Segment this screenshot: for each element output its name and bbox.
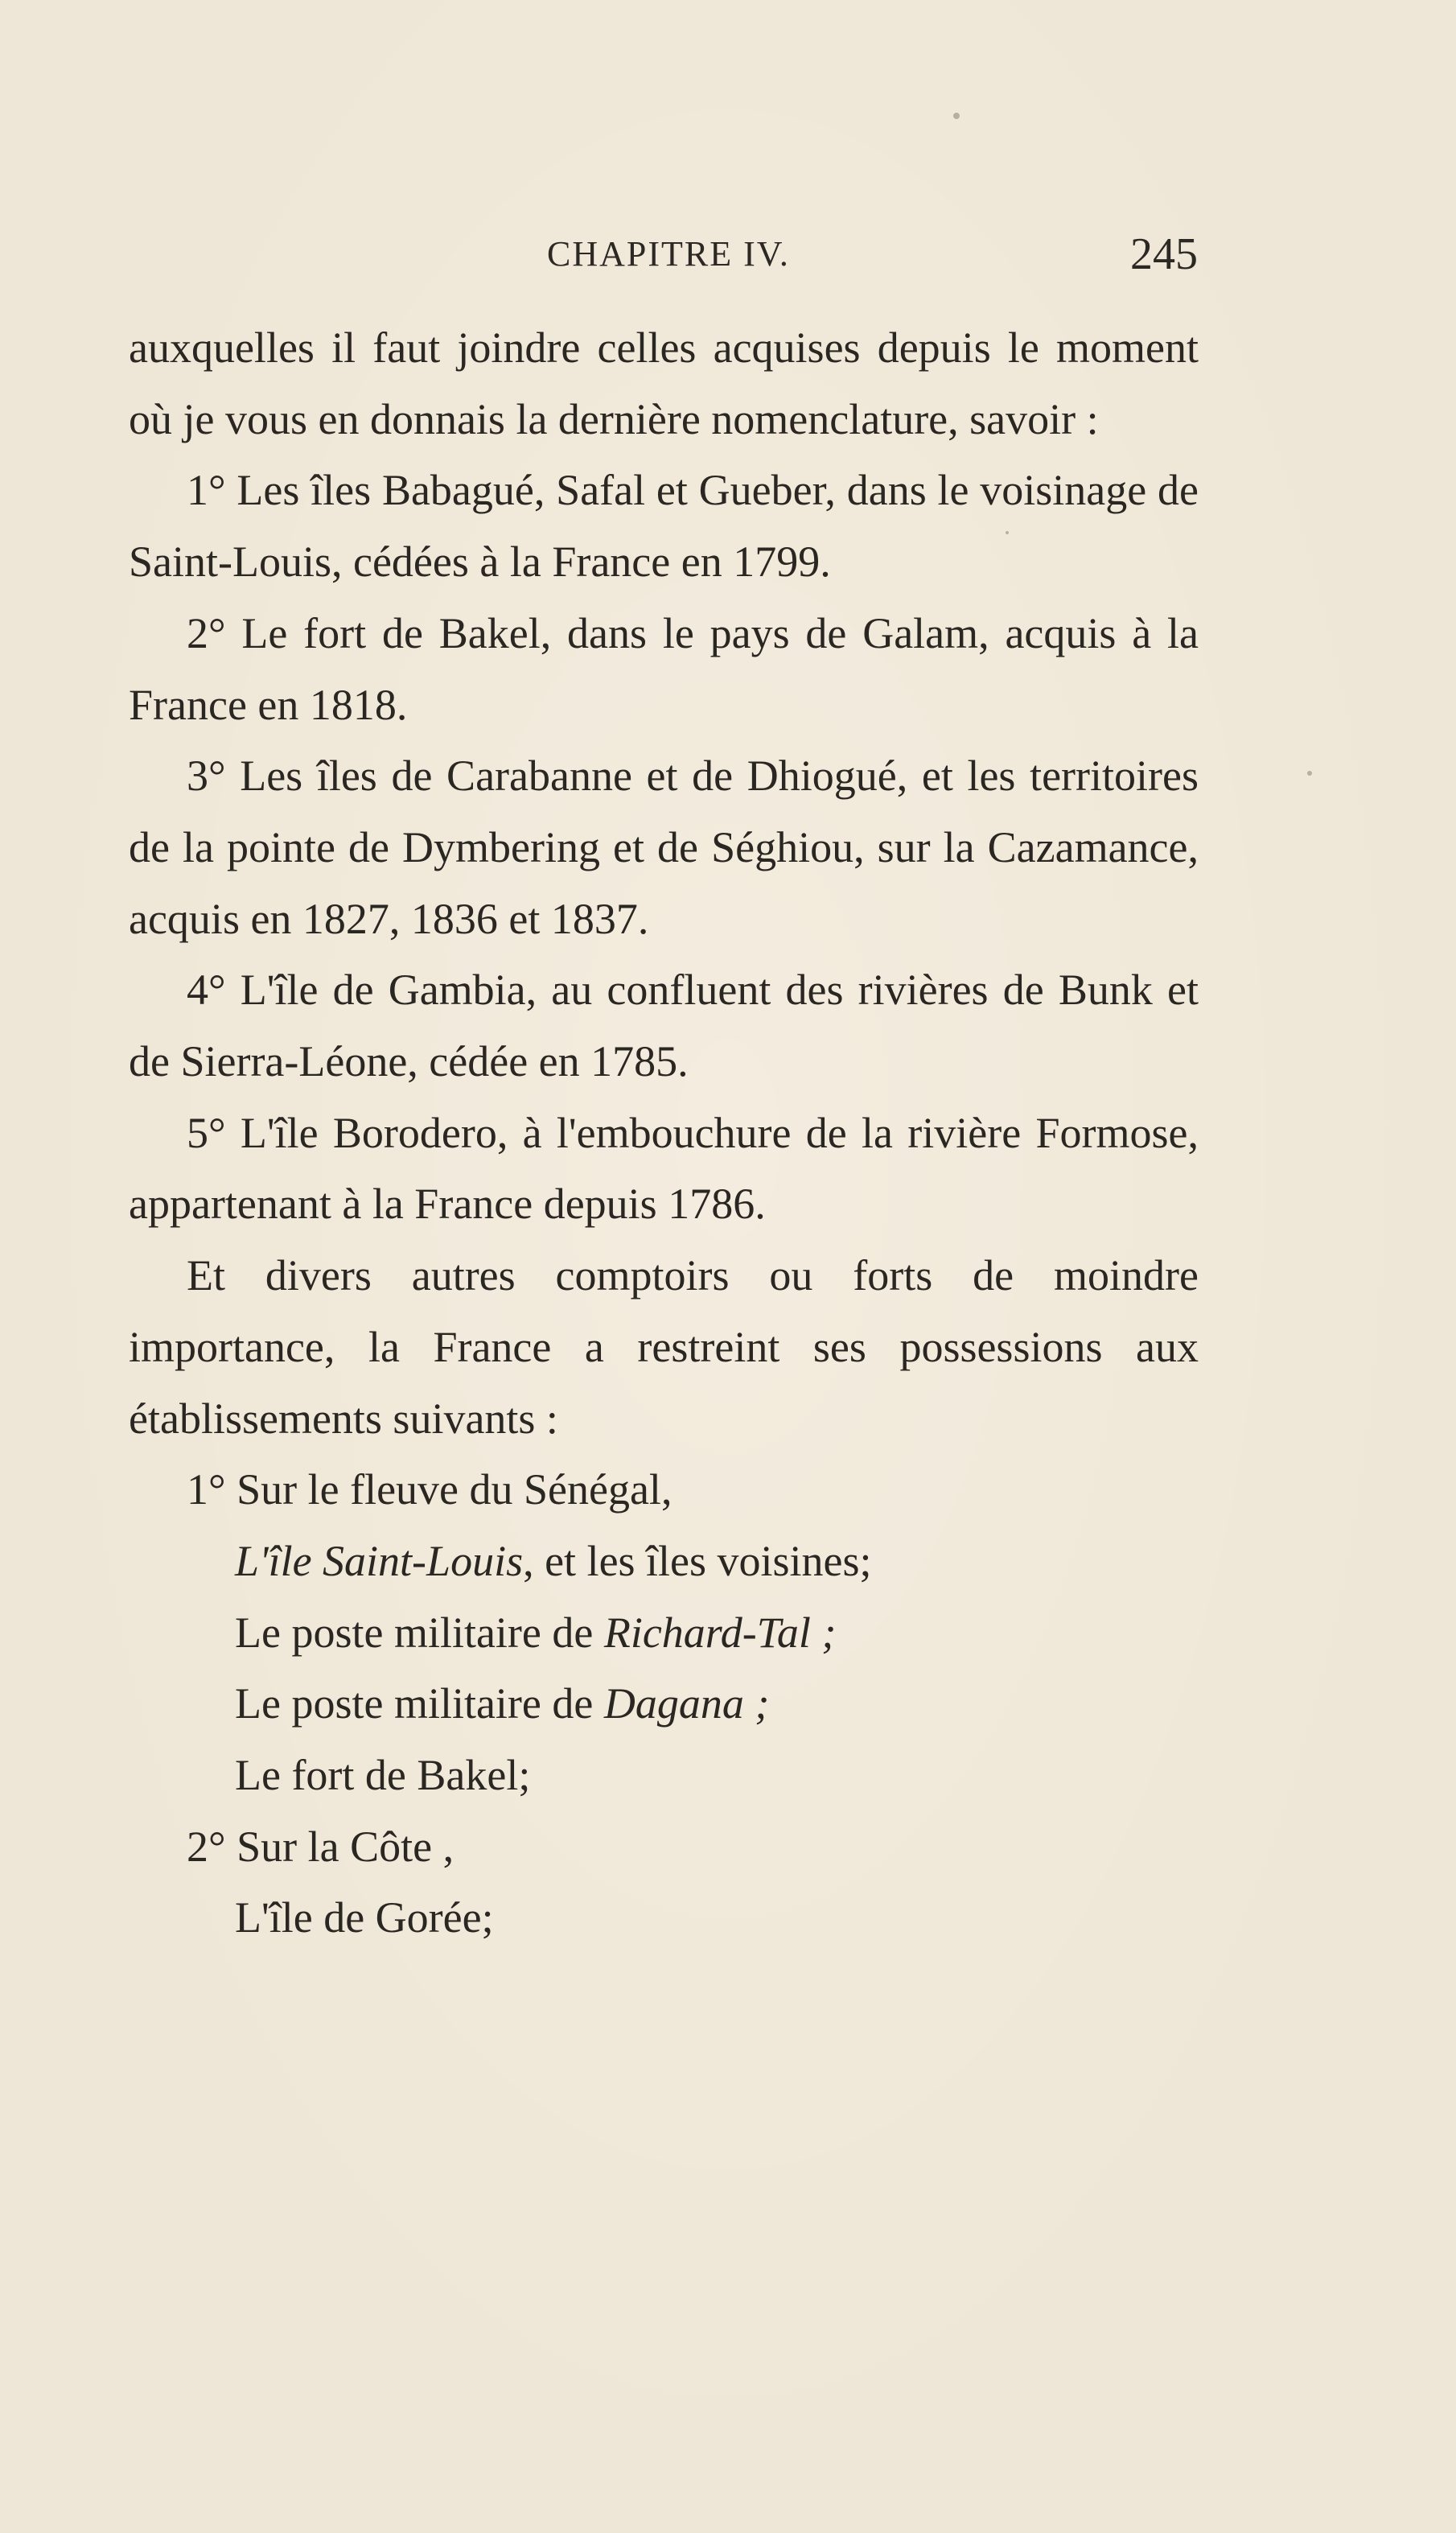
page-number: 245 xyxy=(1130,229,1198,279)
paragraph: 4° L'île de Gambia, au confluent des rivières de Bunk et de Sierra-Léone, cédée en 1785. xyxy=(129,966,1199,1086)
list-item: Le fort de Bakel; xyxy=(235,1751,531,1800)
paragraph: 3° Les îles de Carabanne et de Dhiogué, et les territoires de la pointe de Dymbering et de Séghiou, sur la Cazamance, acquis en 1827, 1836 et 1837. xyxy=(129,752,1199,943)
list-item xyxy=(129,1597,1199,1669)
list-item xyxy=(129,1668,1199,1740)
paragraph: 2° Le fort de Bakel, dans le pays de Galam, acquis à la France en 1818. xyxy=(129,608,1199,729)
list-heading: 1° Sur le fleuve du Sénégal, xyxy=(187,1465,672,1514)
list-item-text: , et les îles voisines; xyxy=(523,1536,872,1585)
list-item-text: Le poste militaire de xyxy=(235,1679,604,1728)
list-item xyxy=(129,1526,1199,1597)
paper-speck xyxy=(953,113,960,119)
body-text xyxy=(129,312,1199,1954)
paper-speck xyxy=(1006,531,1009,534)
italic-text: Dagana ; xyxy=(603,1679,770,1728)
italic-text: Richard-Tal ; xyxy=(603,1608,837,1657)
chapter-heading: CHAPITRE IV. xyxy=(547,234,790,274)
paragraph: 1° Les îles Babagué, Safal et Gueber, dans le voisinage de Saint-Louis, cédées à la France en 1799. xyxy=(129,466,1199,587)
paper-speck xyxy=(1307,771,1312,776)
running-head xyxy=(0,229,1456,298)
list-heading: 2° Sur la Côte , xyxy=(187,1822,454,1871)
list-item: L'île de Gorée; xyxy=(235,1893,494,1942)
list-item-text: Le poste militaire de xyxy=(235,1608,604,1657)
paragraph: Et divers autres comptoirs ou forts de moindre importance, la France a restreint ses possessions aux établissements suivants : xyxy=(129,1251,1199,1443)
paragraph: auxquelles il faut joindre celles acquises depuis le moment où je vous en donnais la dernière nomenclature, savoir : xyxy=(129,323,1199,443)
paragraph: 5° L'île Borodero, à l'embouchure de la rivière Formose, appartenant à la France depuis 1786. xyxy=(129,1108,1199,1229)
italic-text: L'île Saint-Louis xyxy=(235,1536,524,1585)
